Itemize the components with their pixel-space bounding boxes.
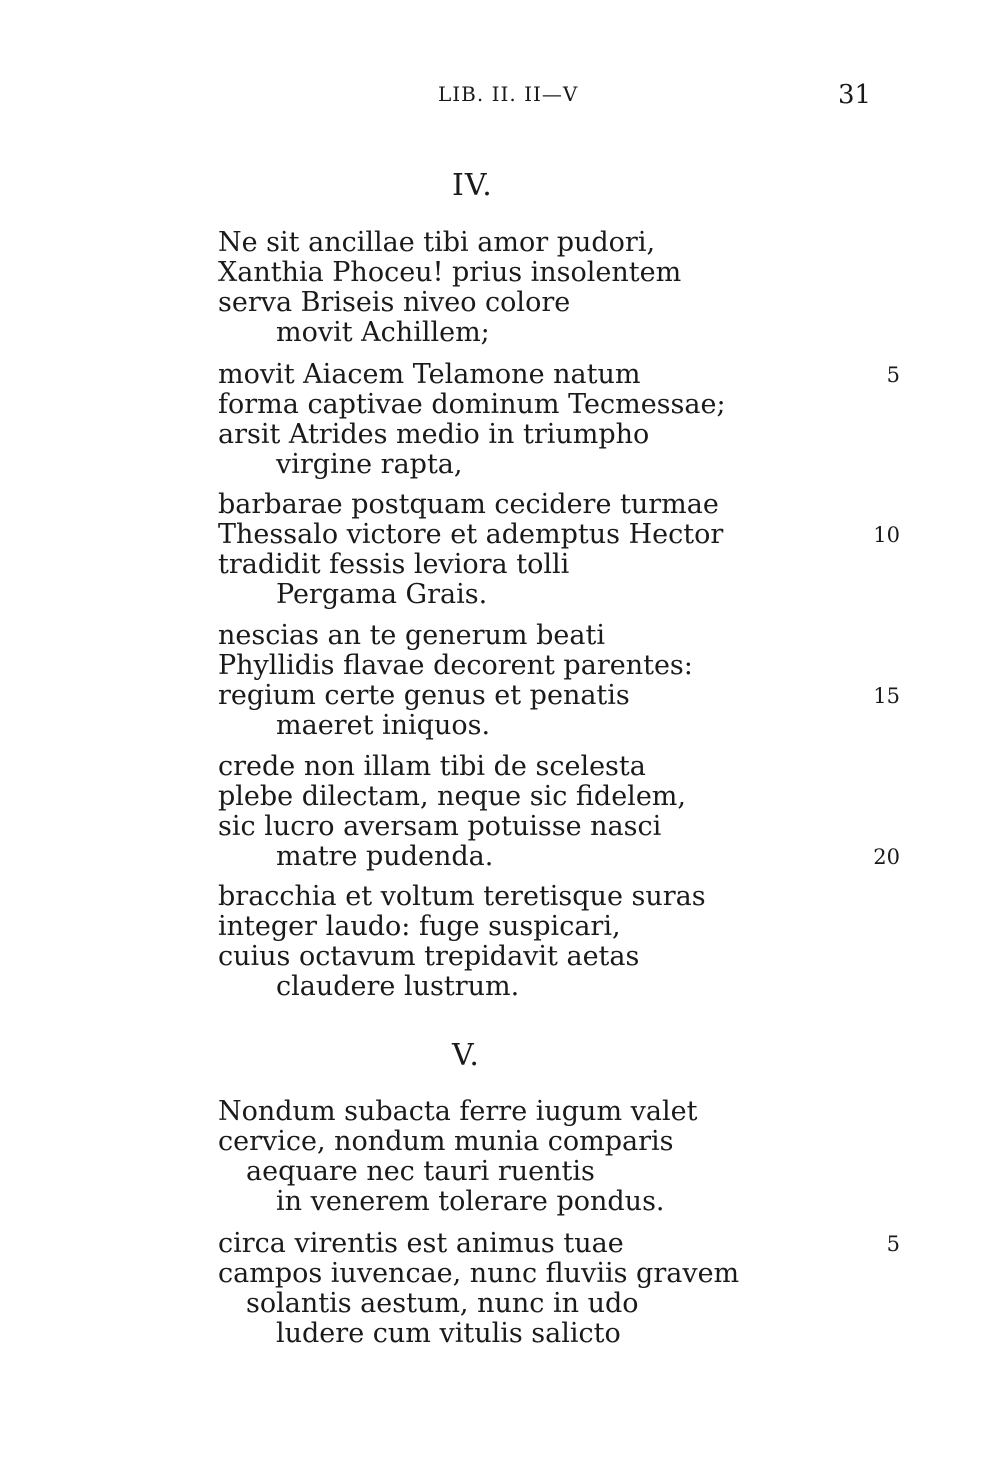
verse-line [0, 812, 1000, 842]
verse-text: Ne sit ancillae tibi amor pudori, [218, 227, 656, 258]
verse-text: Nondum subacta ferre iugum valet [218, 1096, 698, 1127]
stanza [0, 1097, 1000, 1217]
stanza [0, 490, 1000, 610]
verse-line [0, 1289, 1000, 1319]
verse-text: cervice, nondum munia comparis [218, 1126, 674, 1157]
verse-line [0, 420, 1000, 450]
verse-text: tradidit fessis leviora tolli [218, 549, 570, 580]
verse-line [0, 651, 1000, 681]
verse-text: matre pudenda. [276, 841, 494, 872]
verse-line [0, 318, 1000, 348]
verse-text: virgine rapta, [276, 449, 463, 480]
stanza [0, 1229, 1000, 1349]
verse-line [0, 1229, 1000, 1259]
verse-line [0, 258, 1000, 288]
verse-line [0, 942, 1000, 972]
verse-line [0, 842, 1000, 872]
running-head: LIB. II. II—V [438, 82, 579, 106]
stanza [0, 621, 1000, 741]
verse-line [0, 782, 1000, 812]
verse-line [0, 1097, 1000, 1127]
verse-line [0, 711, 1000, 741]
stanza [0, 360, 1000, 480]
verse-text: Phyllidis flavae decorent parentes: [218, 650, 693, 681]
verse-line [0, 490, 1000, 520]
line-number: 20 [873, 845, 900, 869]
verse-line [0, 621, 1000, 651]
verse-text: aequare nec tauri ruentis [246, 1156, 595, 1187]
verse-line [0, 752, 1000, 782]
verse-text: Thessalo victore et ademptus Hector [218, 519, 724, 550]
verse-text: serva Briseis niveo colore [218, 287, 571, 318]
verse-text: circa virentis est animus tuae [218, 1228, 624, 1259]
line-number: 15 [873, 684, 900, 708]
verse-text: forma captivae dominum Tecmessae; [218, 389, 726, 420]
verse-text: ludere cum vitulis salicto [276, 1318, 621, 1349]
verse-line [0, 360, 1000, 390]
page-number: 31 [838, 80, 872, 110]
verse-text: crede non illam tibi de scelesta [218, 751, 646, 782]
verse-line [0, 912, 1000, 942]
verse-text: movit Aiacem Telamone natum [218, 359, 641, 390]
verse-line [0, 450, 1000, 480]
verse-text: bracchia et voltum teretisque suras [218, 881, 706, 912]
verse-text: solantis aestum, nunc in udo [246, 1288, 639, 1319]
verse-line [0, 681, 1000, 711]
stanza [0, 882, 1000, 1002]
ode-heading: V. [452, 1038, 480, 1073]
verse-line [0, 1187, 1000, 1217]
verse-line [0, 1127, 1000, 1157]
verse-text: regium certe genus et penatis [218, 680, 630, 711]
verse-line [0, 1157, 1000, 1187]
verse-line [0, 882, 1000, 912]
verse-line [0, 1319, 1000, 1349]
line-number: 10 [873, 523, 900, 547]
verse-line [0, 228, 1000, 258]
stanza [0, 752, 1000, 872]
verse-text: integer laudo: fuge suspicari, [218, 911, 621, 942]
verse-text: nescias an te generum beati [218, 620, 605, 651]
verse-text: sic lucro aversam potuisse nasci [218, 811, 662, 842]
verse-text: arsit Atrides medio in triumpho [218, 419, 650, 450]
verse-line [0, 550, 1000, 580]
verse-line [0, 580, 1000, 610]
verse-line [0, 972, 1000, 1002]
verse-text: Pergama Grais. [276, 579, 488, 610]
verse-text: plebe dilectam, neque sic fidelem, [218, 781, 686, 812]
verse-line [0, 1259, 1000, 1289]
verse-text: campos iuvencae, nunc fluviis gravem [218, 1258, 740, 1289]
verse-text: claudere lustrum. [276, 971, 520, 1002]
verse-text: Xanthia Phoceu! prius insolentem [218, 257, 682, 288]
verse-text: cuius octavum trepidavit aetas [218, 941, 640, 972]
verse-text: in venerem tolerare pondus. [276, 1186, 665, 1217]
verse-text: maeret iniquos. [276, 710, 491, 741]
ode-heading: IV. [452, 168, 493, 203]
verse-line [0, 520, 1000, 550]
stanza [0, 228, 1000, 348]
verse-text: barbarae postquam cecidere turmae [218, 489, 719, 520]
verse-line [0, 288, 1000, 318]
line-number: 5 [886, 363, 900, 387]
line-number: 5 [886, 1232, 900, 1256]
verse-line [0, 390, 1000, 420]
verse-text: movit Achillem; [276, 317, 490, 348]
